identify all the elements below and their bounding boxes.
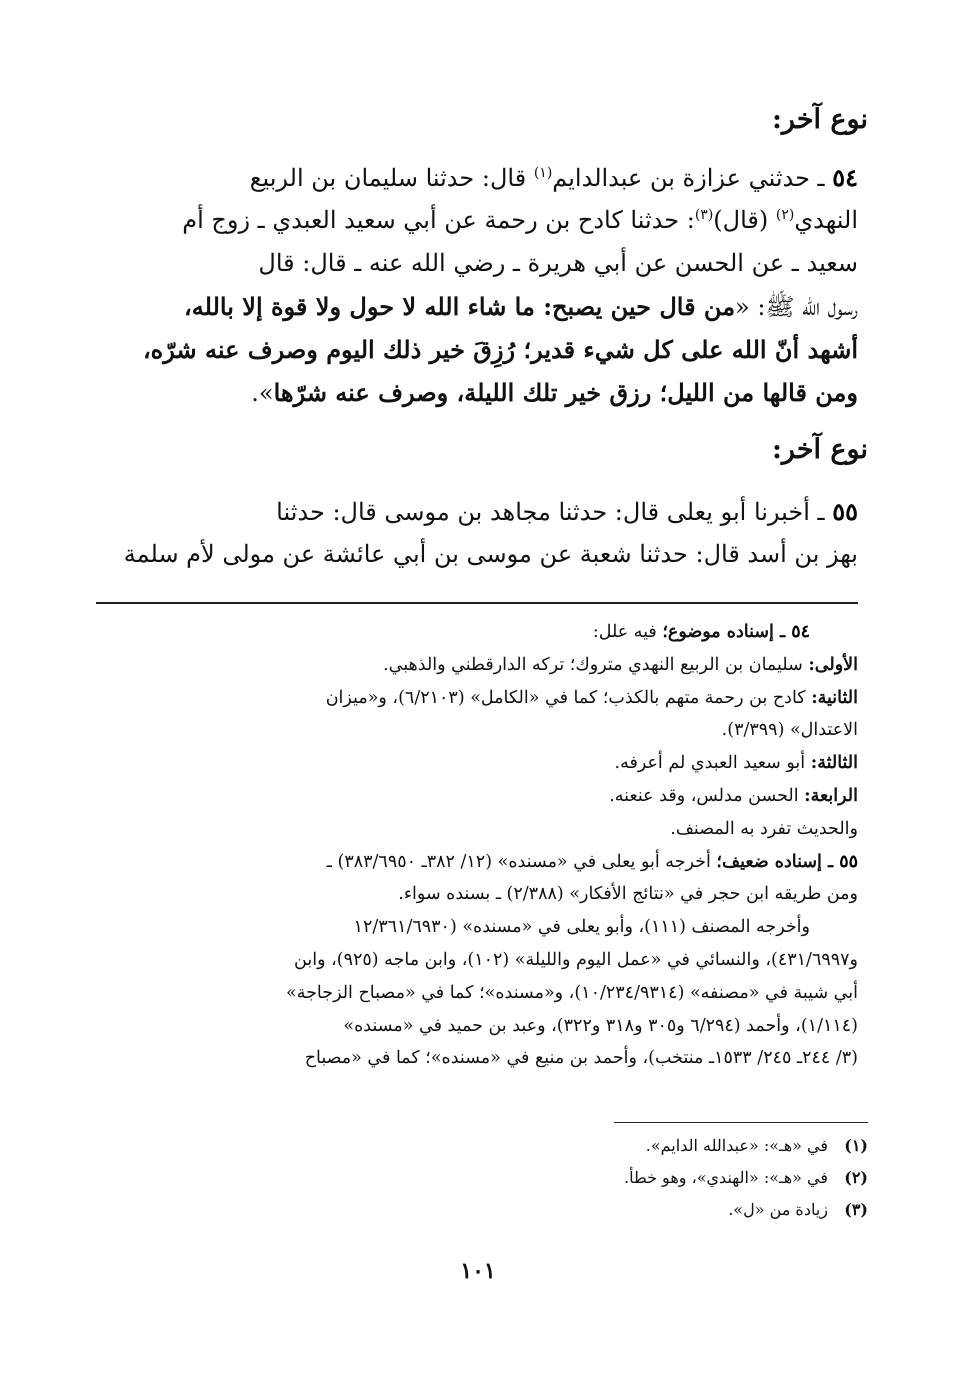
- hadith-55: [96, 490, 858, 576]
- note-55-line-3: وأخرجه المصنف (١١١)، وأبو يعلى في «مسنده» (١٢/٣٦١/٦٩٣٠: [353, 917, 810, 938]
- footnotes: [88, 1130, 868, 1226]
- notes-divider: [96, 602, 858, 604]
- footnote-ref: (٢): [775, 207, 795, 223]
- note-55-line-4: و٤٣١/٦٩٩٧)، والنسائي في «عمل اليوم والليلة» (١٠٢)، وابن ماجه (٩٢٥)، وابن: [294, 949, 858, 970]
- footnote-ref: (٣): [694, 207, 714, 223]
- note-54-heading: ٥٤ ـ إسناده موضوع؛ فيه علل:: [592, 622, 810, 642]
- note-55-line-2: ومن طريقه ابن حجر في «نتائج الأفكار» (٢/٣٨٨) ـ بسنده سواء.: [398, 884, 858, 905]
- hadith-55-line-1: ٥٥ ـ أخبرنا أبو يعلى قال: حدثنا مجاهد بن موسى قال: حدثنا: [276, 497, 858, 526]
- hadith-54-line-5: أشهد أنّ الله على كل شيء قدير؛ رُزِقَ خير ذلك اليوم وصرف عنه شرّه،: [142, 335, 858, 364]
- footnote-3: (٣)زيادة من «ل».: [728, 1200, 868, 1219]
- note-second-cont: الاعتدال» (٣/٣٩٩).: [721, 720, 858, 741]
- hadith-number: ٥٤: [832, 163, 858, 192]
- hadith-54-line-1: ٥٤ ـ حدثني عزازة بن عبدالدايم$^{(١)}$ قال: حدثنا سليمان بن الربيع: [249, 163, 858, 192]
- hadith-54: [96, 156, 858, 414]
- hadith-55-line-2: بهز بن أسد قال: حدثنا شعبة عن موسى بن أبي عائشة عن مولى لأم سلمة: [123, 540, 858, 568]
- note-55-line-7: (٣/ ٢٤٤ـ ٢٤٥/ ١٥٣٣ـ منتخب)، وأحمد بن منيع في «مسنده»؛ كما في «مصباح: [304, 1048, 858, 1069]
- hadith-number: ٥٥: [832, 497, 858, 526]
- hadith-54-line-2: النهدي$^{(٢)}$ (قال)$^{(٣)}$: حدثنا كادح بن رحمة عن أبي سعيد العبدي ـ زوج أم: [182, 206, 858, 234]
- note-55-line-6: (١/١١٤)، وأحمد (٦/٢٩٤ و٣٠٥ و٣١٨ و٣٢٢)، وعبد بن حميد في «مسنده»: [343, 1015, 858, 1036]
- note-third: الثالثة: أبو سعيد العبدي لم أعرفه.: [614, 753, 858, 774]
- footnote-ref: (١): [533, 165, 553, 181]
- note-55-heading: ٥٥ ـ إسناده ضعيف؛ أخرجه أبو يعلى في «مسنده» (١٢/ ٣٨٢ـ ٣٨٣/٦٩٥٠) ـ: [326, 851, 858, 872]
- note-first: الأولى: سليمان بن الربيع النهدي متروك؛ تركه الدارقطني والذهبي.: [383, 654, 858, 675]
- hadith-54-line-6: ومن قالها من الليل؛ رزق خير تلك الليلة، وصرف عنه شرّها».: [251, 378, 858, 407]
- hadith-54-line-3: سعيد ـ عن الحسن عن أبي هريرة ـ رضي الله عنه ـ قال: قال: [258, 249, 858, 277]
- section-heading-1: نوع آخر:: [771, 104, 868, 135]
- note-sole: والحديث تفرد به المصنف.: [670, 818, 858, 839]
- takhrij-notes: [96, 616, 858, 1075]
- page-number: ١٠١: [460, 1258, 496, 1284]
- note-second: الثانية: كادح بن رحمة متهم بالكذب؛ كما في «الكامل» (٦/٢١٠٣)، و«ميزان: [325, 687, 858, 708]
- footnote-2: (٢)في «هـ»: «الهندي»، وهو خطأ.: [623, 1168, 868, 1187]
- hadith-54-line-4: رسول الله ﷺ: «من قال حين يصبح: ما شاء الله لا حول ولا قوة إلا بالله،: [184, 292, 858, 321]
- note-55-line-5: أبي شيبة في «مصنفه» (١٠/٢٣٤/٩٣١٤)، و«مسنده»؛ كما في «مصباح الزجاجة»: [286, 982, 858, 1003]
- footnotes-divider: [614, 1122, 868, 1123]
- note-fourth: الرابعة: الحسن مدلس، وقد عنعنه.: [609, 785, 858, 806]
- section-heading-2: نوع آخر:: [771, 434, 868, 465]
- footnote-1: (١)في «هـ»: «عبدالله الدايم».: [645, 1136, 868, 1155]
